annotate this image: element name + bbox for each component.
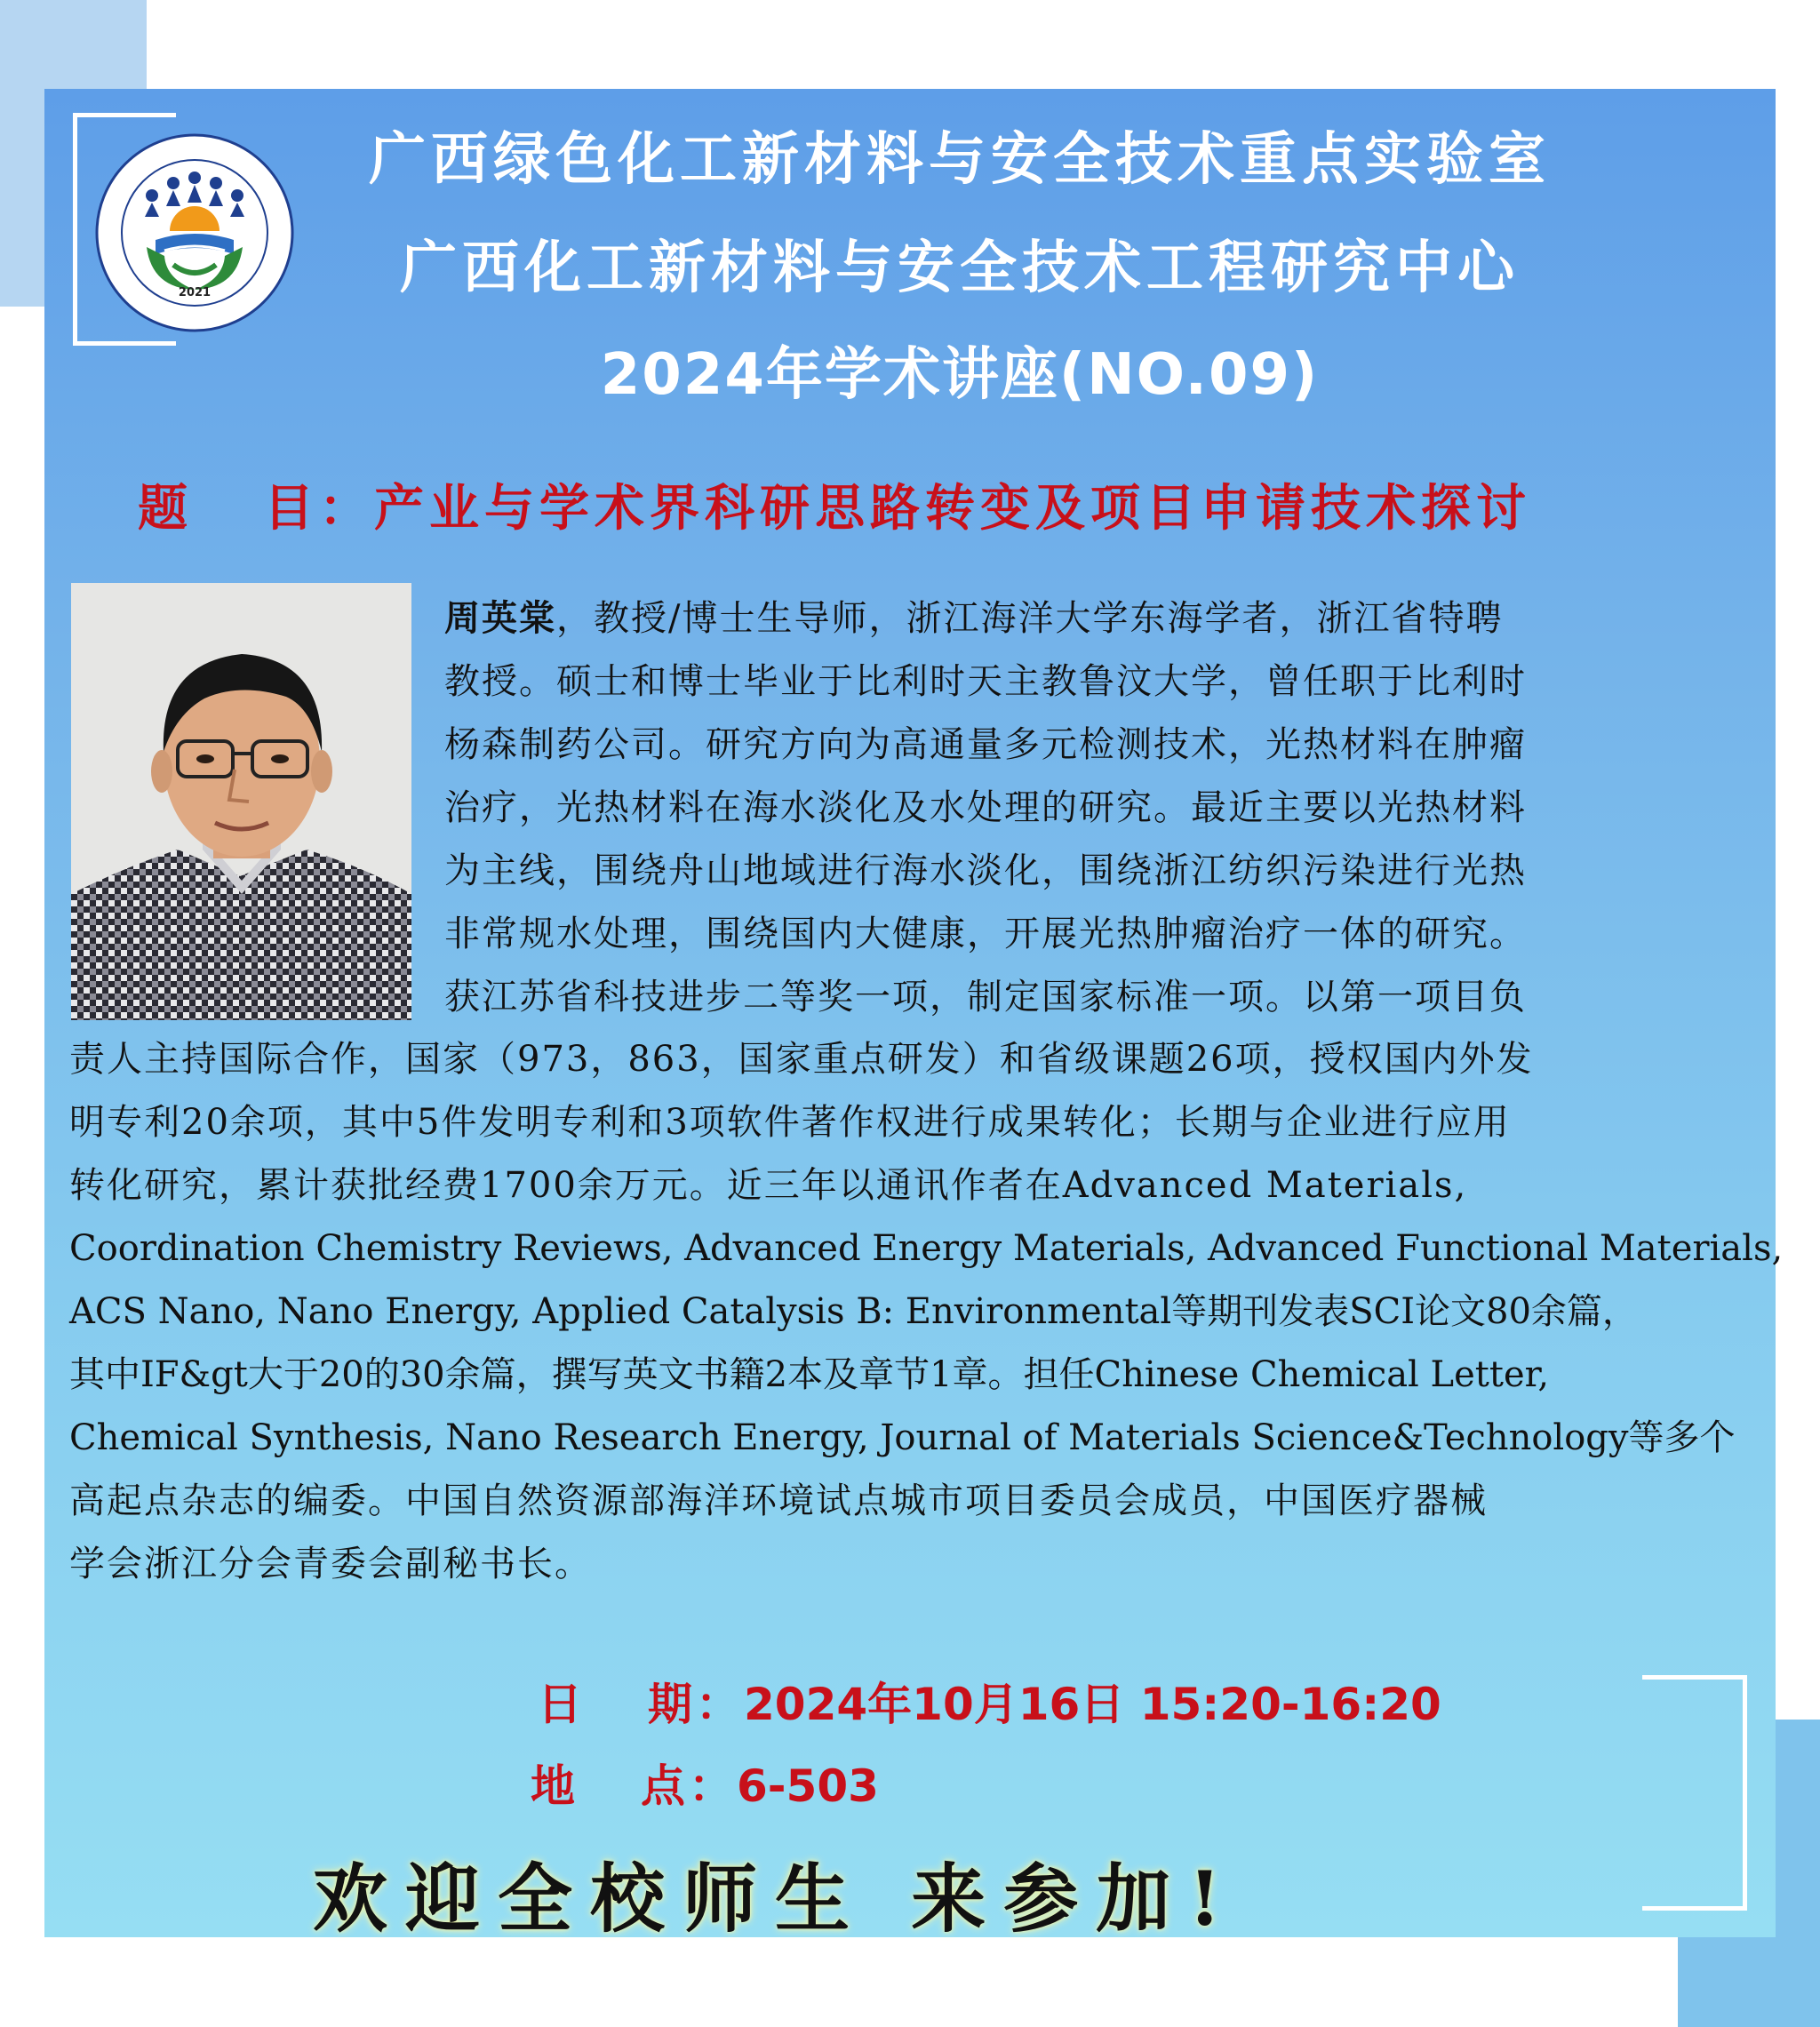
bio-line: 学会浙江分会青委会副秘书长。 <box>69 1544 592 1584</box>
header-center-name: 广西化工新材料与安全技术工程研究中心 <box>400 235 1520 301</box>
bio-line: ，教授/博士生导师，浙江海洋大学东海学者，浙江省特聘 <box>556 598 1504 639</box>
bio-line: 教授。硕士和博士毕业于比利时天主教鲁汶大学，曾任职于比利时 <box>444 661 1527 702</box>
event-date <box>538 1669 1441 1733</box>
topic-label-b: 目： <box>264 479 374 538</box>
frame-corner-bottom-right <box>1642 1675 1747 1911</box>
bio-line: 责人主持国际合作，国家（973，863，国家重点研发）和省级课题26项，授权国内外发 <box>69 1039 1534 1080</box>
bio-line: 高起点杂志的编委。中国自然资源部海洋环境试点城市项目委员会成员，中国医疗器械 <box>69 1480 1488 1521</box>
lecture-topic <box>138 469 1531 540</box>
bio-line: 治疗，光热材料在海水淡化及水处理的研究。最近主要以光热材料 <box>444 787 1527 828</box>
bio-line: 明专利20余项，其中5件发明专利和3项软件著作权进行成果转化；长期与企业进行应用 <box>69 1102 1511 1143</box>
event-place <box>531 1751 879 1815</box>
place-value: 6-503 <box>737 1760 879 1812</box>
bio-line: 其中IF&gt大于20的30余篇，撰写英文书籍2本及章节1章。担任Chinese Chemical Letter, <box>69 1354 1550 1395</box>
logo-year: 2021 <box>178 286 212 299</box>
place-label-b: 点： <box>641 1760 737 1812</box>
bio-line: Chemical Synthesis, Nano Research Energy, Journal of Materials Science&Technology等多个 <box>69 1417 1736 1458</box>
welcome-message: 欢迎全校师生 来参加! <box>313 1855 1240 1943</box>
bio-line: 非常规水处理，围绕国内大健康，开展光热肿瘤治疗一体的研究。 <box>444 914 1527 954</box>
header-lecture-number: 2024年学术讲座(NO.09) <box>600 342 1320 408</box>
date-value: 2024年10月16日 15:20-16:20 <box>744 1679 1441 1730</box>
speaker-name: 周英棠 <box>444 597 556 639</box>
bio-line: ACS Nano, Nano Energy, Applied Catalysis B: Environmental等期刊发表SCI论文80余篇， <box>69 1291 1638 1332</box>
topic-title: 产业与学术界科研思路转变及项目申请技术探讨 <box>374 479 1531 538</box>
date-label-b: 期： <box>648 1679 744 1730</box>
header-lab-name: 广西绿色化工新材料与安全技术重点实验室 <box>369 126 1551 193</box>
bio-line: 转化研究，累计获批经费1700余万元。近三年以通讯作者在Advanced Materials, <box>69 1165 1468 1206</box>
speaker-bio-full <box>69 1028 1784 1596</box>
speaker-bio-top <box>444 587 1733 1029</box>
place-label-a: 地 <box>531 1760 579 1812</box>
bio-line: 为主线，围绕舟山地域进行海水淡化，围绕浙江纺织污染进行光热 <box>444 850 1527 891</box>
bio-line: 获江苏省科技进步二等奖一项，制定国家标准一项。以第一项目负 <box>444 977 1527 1017</box>
speaker-photo <box>71 583 411 1020</box>
bio-line: Coordination Chemistry Reviews, Advanced Energy Materials, Advanced Functional Materials, <box>69 1228 1784 1269</box>
date-label-a: 日 <box>538 1679 586 1730</box>
topic-label-a: 题 <box>138 479 193 538</box>
bio-line: 杨森制药公司。研究方向为高通量多元检测技术，光热材料在肿瘤 <box>444 724 1527 765</box>
